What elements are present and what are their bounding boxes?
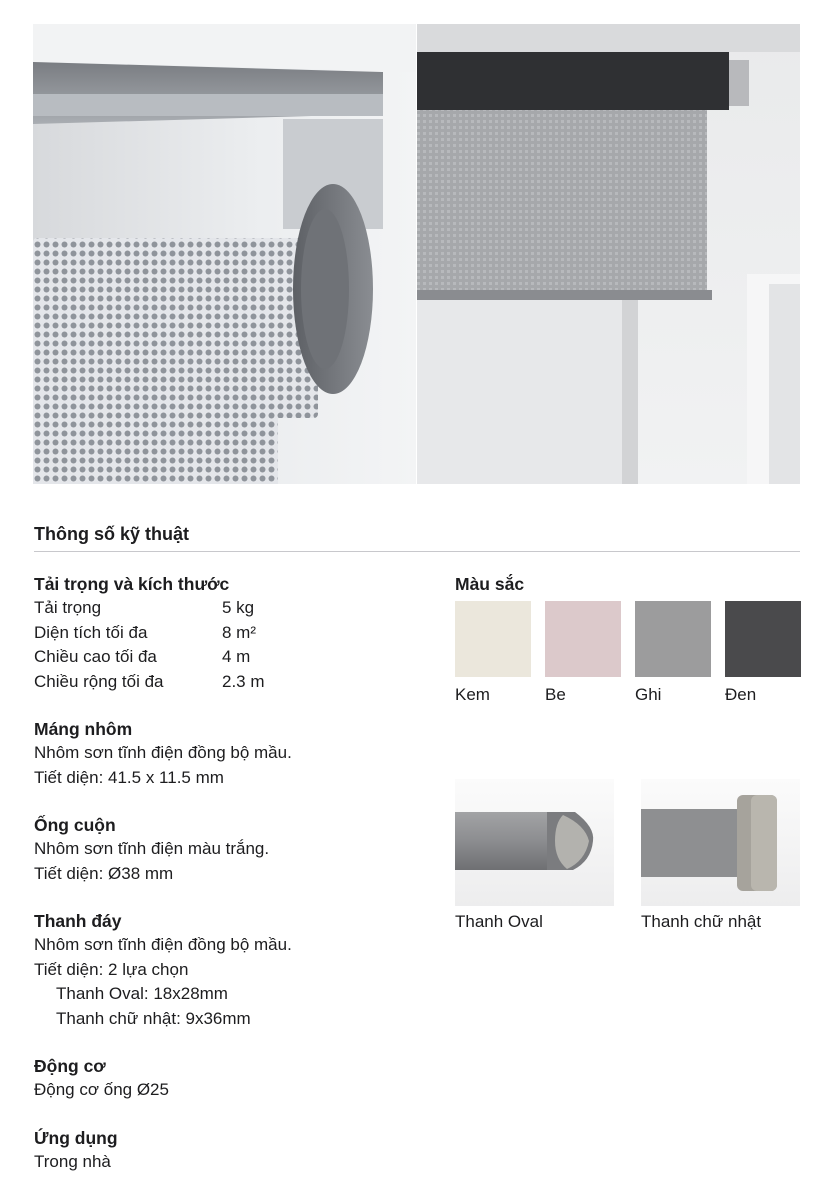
spec-row — [34, 621, 424, 646]
oval-bar-image — [455, 779, 614, 906]
spec-column — [34, 572, 424, 1197]
load-size-group — [34, 572, 424, 694]
spec-value: 8 m² — [222, 622, 256, 642]
bar-option-oval — [455, 779, 614, 933]
spec-line: Nhôm sơn tĩnh điện đồng bộ mầu. — [34, 743, 292, 762]
color-label: Ghi — [635, 685, 662, 704]
color-chip — [635, 601, 711, 677]
roller-blind-window-photo — [417, 24, 800, 484]
spec-value: 2.3 m — [222, 671, 265, 691]
thanh-day-heading: Thanh đáy — [34, 911, 122, 931]
dong-co-heading: Động cơ — [34, 1056, 106, 1076]
spec-value: 4 m — [222, 647, 251, 666]
spec-line: Nhôm sơn tĩnh điện màu trắng. — [34, 839, 270, 858]
roller-tube-closeup-photo — [33, 24, 416, 484]
load-size-heading: Tải trọng và kích thước — [34, 574, 230, 594]
color-swatch-den — [725, 601, 801, 706]
divider — [34, 551, 800, 552]
color-swatch-ghi — [635, 601, 711, 706]
spec-label: Chiều cao tối đa — [34, 647, 157, 666]
spec-value: 5 kg — [222, 598, 255, 617]
section-title: Thông số kỹ thuật — [34, 524, 189, 544]
spec-row — [34, 596, 424, 621]
spec-label: Diện tích tối đa — [34, 622, 148, 642]
spec-row — [34, 670, 424, 695]
thanh-day-group — [34, 909, 424, 1031]
color-heading: Màu sắc — [455, 574, 525, 594]
color-chip — [545, 601, 621, 677]
spec-label: Tải trọng — [34, 598, 102, 617]
rectangle-bar-image — [641, 779, 800, 906]
dong-co-group — [34, 1054, 424, 1103]
color-swatches — [455, 601, 801, 706]
spec-line: Tiết diện: 41.5 x 11.5 mm — [34, 767, 224, 787]
color-swatch-kem — [455, 601, 531, 706]
ung-dung-heading: Ứng dụng — [34, 1127, 118, 1148]
mang-nhom-heading: Máng nhôm — [34, 719, 133, 739]
spec-line: Nhôm sơn tĩnh điện đồng bộ mầu. — [34, 935, 292, 954]
color-label: Đen — [725, 685, 757, 704]
ong-cuon-group — [34, 813, 424, 886]
color-swatch-be — [545, 601, 621, 706]
spec-row — [34, 645, 424, 670]
mang-nhom-group — [34, 717, 424, 790]
color-label: Kem — [455, 685, 490, 704]
ong-cuon-heading: Ống cuộn — [34, 815, 116, 835]
bar-label: Thanh chữ nhật — [641, 912, 762, 931]
color-chip — [725, 601, 801, 677]
bar-option-rectangle — [641, 779, 800, 933]
ung-dung-group — [34, 1126, 424, 1175]
spec-label: Chiều rộng tối đa — [34, 671, 164, 691]
spec-line: Trong nhà — [34, 1151, 111, 1171]
spec-option: Thanh Oval: 18x28mm — [56, 984, 228, 1003]
color-label: Be — [545, 685, 566, 704]
spec-line: Động cơ ống Ø25 — [34, 1080, 169, 1099]
bar-label: Thanh Oval — [455, 912, 543, 931]
bottom-bar-options — [455, 779, 800, 933]
spec-line: Tiết diện: Ø38 mm — [34, 863, 174, 883]
spec-line: Tiết diện: 2 lựa chọn — [34, 959, 189, 979]
spec-option: Thanh chữ nhật: 9x36mm — [56, 1008, 251, 1028]
color-chip — [455, 601, 531, 677]
